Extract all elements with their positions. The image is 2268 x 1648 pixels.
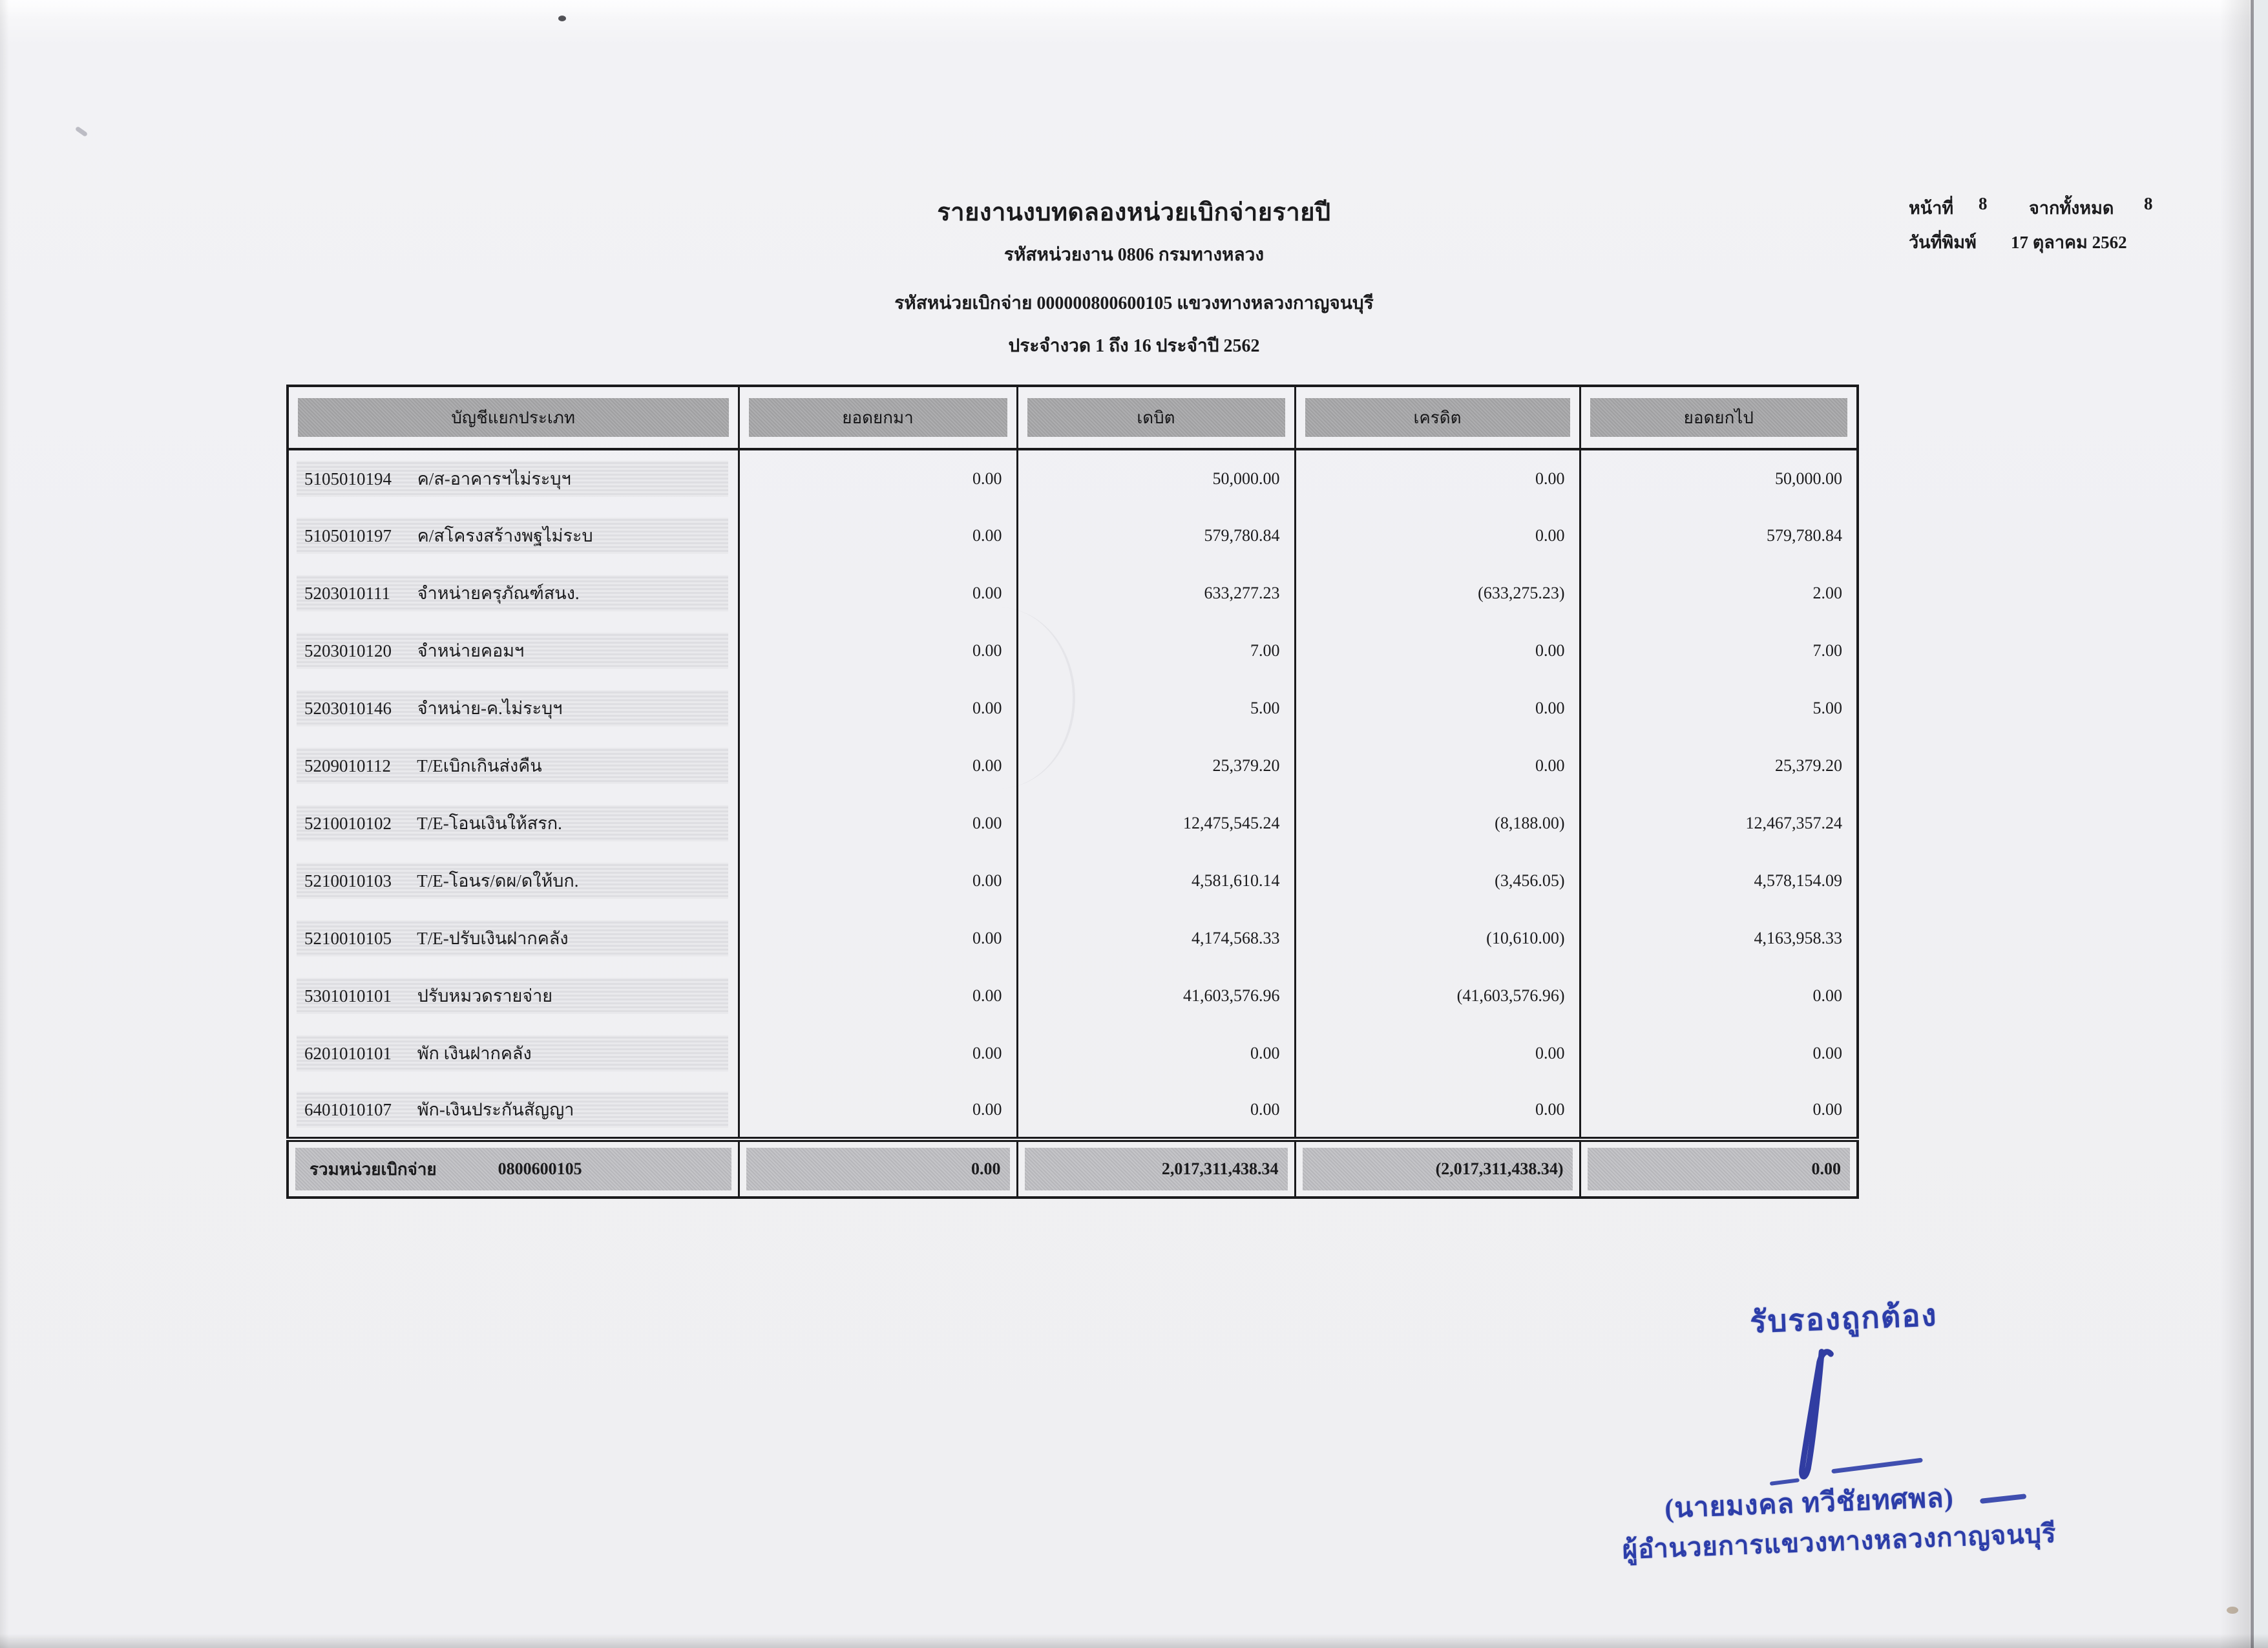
account-name: ค/สโครงสร้างพฐไม่ระบ <box>417 526 593 545</box>
account-name: T/E-โอนเงินให้สรก. <box>417 814 562 833</box>
total-carried-forward: 0.00 <box>1588 1148 1851 1190</box>
debit-cell: 41,603,576.96 <box>1017 967 1295 1024</box>
account-name: จำหน่าย-ค.ไม่ระบุฯ <box>417 699 563 718</box>
total-pages-label: จากทั้งหมด <box>2029 198 2114 218</box>
credit-cell: 0.00 <box>1295 1024 1580 1082</box>
brought-forward-cell: 0.00 <box>739 507 1017 564</box>
credit-cell: (8,188.00) <box>1295 794 1580 852</box>
debit-cell: 0.00 <box>1017 1082 1295 1139</box>
brought-forward-cell: 0.00 <box>739 679 1017 737</box>
brought-forward-cell: 0.00 <box>739 852 1017 909</box>
carried-forward-cell: 25,379.20 <box>1580 737 1858 794</box>
carried-forward-cell: 579,780.84 <box>1580 507 1858 564</box>
account-name: ปรับหมวดรายจ่าย <box>417 986 553 1006</box>
scan-speck <box>75 126 88 137</box>
account-name: T/E-ปรับเงินฝากคลัง <box>417 929 569 948</box>
scanner-bed-strip <box>2254 0 2268 1648</box>
account-cell <box>288 967 739 1024</box>
total-unit-code: 0800600105 <box>498 1159 582 1178</box>
credit-cell: 0.00 <box>1295 622 1580 679</box>
account-cell <box>288 852 739 909</box>
table-row <box>288 737 1858 794</box>
table-total-row <box>288 1139 1858 1198</box>
page-number-label: หน้าที่ <box>1909 198 1954 218</box>
stamp-dash-right <box>1980 1494 2026 1504</box>
account-code: 6401010107 <box>304 1100 392 1119</box>
account-code: 5203010120 <box>304 641 392 660</box>
credit-cell: 0.00 <box>1295 449 1580 507</box>
table-row <box>288 564 1858 622</box>
account-name: T/Eเบิกเกินส่งคืน <box>417 756 542 776</box>
account-cell <box>288 449 739 507</box>
agency-code-line: รหัสหน่วยงาน 0806 กรมทางหลวง <box>1003 245 1265 265</box>
total-credit: (2,017,311,438.34) <box>1303 1148 1573 1190</box>
debit-cell: 4,174,568.33 <box>1017 909 1295 967</box>
table-row <box>288 1082 1858 1139</box>
debit-cell: 12,475,545.24 <box>1017 794 1295 852</box>
carried-forward-cell: 7.00 <box>1580 622 1858 679</box>
total-label-cell <box>295 1148 731 1190</box>
table-row <box>288 967 1858 1024</box>
brought-forward-cell: 0.00 <box>739 1024 1017 1082</box>
account-cell <box>288 909 739 967</box>
brought-forward-cell: 0.00 <box>739 967 1017 1024</box>
table-row <box>288 909 1858 967</box>
account-cell <box>288 507 739 564</box>
debit-cell: 0.00 <box>1017 1024 1295 1082</box>
total-brought-forward: 0.00 <box>746 1148 1010 1190</box>
brought-forward-cell: 0.00 <box>739 449 1017 507</box>
credit-cell: 0.00 <box>1295 679 1580 737</box>
account-code: 5203010146 <box>304 699 392 718</box>
header-balance-brought-forward: ยอดยกมา <box>749 398 1007 437</box>
print-date-label: วันที่พิมพ์ <box>1909 233 1977 252</box>
table-row <box>288 449 1858 507</box>
account-name: พัก เงินฝากคลัง <box>417 1044 532 1063</box>
credit-cell: (633,275.23) <box>1295 564 1580 622</box>
trial-balance-table <box>286 385 1859 1199</box>
total-debit: 2,017,311,438.34 <box>1025 1148 1288 1190</box>
account-name: จำหน่ายครุภัณฑ์สนง. <box>417 584 580 603</box>
carried-forward-cell: 0.00 <box>1580 1024 1858 1082</box>
header-gl-account: บัญชีแยกประเภท <box>298 398 729 437</box>
page-number-value: 8 <box>1979 194 1988 213</box>
header-debit: เดบิต <box>1027 398 1285 437</box>
brought-forward-cell: 0.00 <box>739 794 1017 852</box>
account-cell <box>288 794 739 852</box>
carried-forward-cell: 0.00 <box>1580 1082 1858 1139</box>
header-credit: เครดิต <box>1305 398 1570 437</box>
debit-cell: 25,379.20 <box>1017 737 1295 794</box>
debit-cell: 50,000.00 <box>1017 449 1295 507</box>
credit-cell: (3,456.05) <box>1295 852 1580 909</box>
carried-forward-cell: 12,467,357.24 <box>1580 794 1858 852</box>
table-body <box>288 449 1858 1139</box>
signer-name: (นายมงคล ทวีชัยทศพล) <box>1664 1483 1955 1525</box>
table-row <box>288 1024 1858 1082</box>
certify-text: รับรองถูกต้อง <box>1749 1298 1938 1340</box>
account-code: 6201010101 <box>304 1044 392 1063</box>
page-title: รายงานงบทดลองหน่วยเบิกจ่ายรายปี <box>937 199 1331 226</box>
account-name: พัก-เงินประกันสัญญา <box>417 1100 574 1119</box>
table-header-row <box>288 386 1858 449</box>
account-code: 5105010194 <box>304 469 392 489</box>
account-code: 5203010111 <box>304 584 390 603</box>
debit-cell: 579,780.84 <box>1017 507 1295 564</box>
carried-forward-cell: 2.00 <box>1580 564 1858 622</box>
carried-forward-cell: 4,578,154.09 <box>1580 852 1858 909</box>
account-code: 5301010101 <box>304 986 392 1006</box>
account-code: 5210010103 <box>304 871 392 891</box>
header-balance-carried-forward: ยอดยกไป <box>1590 398 1848 437</box>
disbursement-unit-line: รหัสหน่วยเบิกจ่าย 000000800600105 แขวงทางหลวงกาญจนบุรี <box>894 293 1374 313</box>
account-cell <box>288 564 739 622</box>
credit-cell: (41,603,576.96) <box>1295 967 1580 1024</box>
certification-stamp <box>1610 1280 2125 1583</box>
account-code: 5210010105 <box>304 929 392 948</box>
table-row <box>288 794 1858 852</box>
debit-cell: 4,581,610.14 <box>1017 852 1295 909</box>
total-label: รวมหน่วยเบิกจ่าย <box>310 1159 437 1179</box>
credit-cell: 0.00 <box>1295 737 1580 794</box>
table-row <box>288 507 1858 564</box>
debit-cell: 5.00 <box>1017 679 1295 737</box>
carried-forward-cell: 0.00 <box>1580 967 1858 1024</box>
table-row <box>288 852 1858 909</box>
paper-edge-bottom <box>0 1634 2268 1648</box>
account-cell <box>288 1024 739 1082</box>
carried-forward-cell: 5.00 <box>1580 679 1858 737</box>
credit-cell: (10,610.00) <box>1295 909 1580 967</box>
brought-forward-cell: 0.00 <box>739 737 1017 794</box>
account-cell <box>288 737 739 794</box>
debit-cell: 7.00 <box>1017 622 1295 679</box>
account-cell <box>288 679 739 737</box>
credit-cell: 0.00 <box>1295 507 1580 564</box>
scan-smudge <box>924 607 1075 788</box>
brought-forward-cell: 0.00 <box>739 622 1017 679</box>
debit-cell: 633,277.23 <box>1017 564 1295 622</box>
account-cell <box>288 1082 739 1139</box>
carried-forward-cell: 4,163,958.33 <box>1580 909 1858 967</box>
table-row <box>288 622 1858 679</box>
account-cell <box>288 622 739 679</box>
brought-forward-cell: 0.00 <box>739 1082 1017 1139</box>
account-code: 5210010102 <box>304 814 392 833</box>
brought-forward-cell: 0.00 <box>739 909 1017 967</box>
total-pages-value: 8 <box>2144 194 2153 213</box>
brought-forward-cell: 0.00 <box>739 564 1017 622</box>
account-name: จำหน่ายคอมฯ <box>417 641 525 660</box>
account-name: T/E-โอนร/ดผ/ดให้บก. <box>417 871 579 891</box>
credit-cell: 0.00 <box>1295 1082 1580 1139</box>
account-code: 5105010197 <box>304 526 392 545</box>
account-code: 5209010112 <box>304 756 391 776</box>
signer-position: ผู้อำนวยการแขวงทางหลวงกาญจนบุรี <box>1621 1518 2057 1565</box>
account-name: ค/ส-อาคารฯไม่ระบุฯ <box>417 469 571 489</box>
period-line: ประจำงวด 1 ถึง 16 ประจำปี 2562 <box>1008 336 1260 356</box>
paper-edge-shadow <box>2220 0 2250 1648</box>
paper-edge-left <box>0 0 9 1648</box>
paper-edge-top <box>0 0 2268 17</box>
print-date-value: 17 ตุลาคม 2562 <box>2011 233 2127 252</box>
carried-forward-cell: 50,000.00 <box>1580 449 1858 507</box>
